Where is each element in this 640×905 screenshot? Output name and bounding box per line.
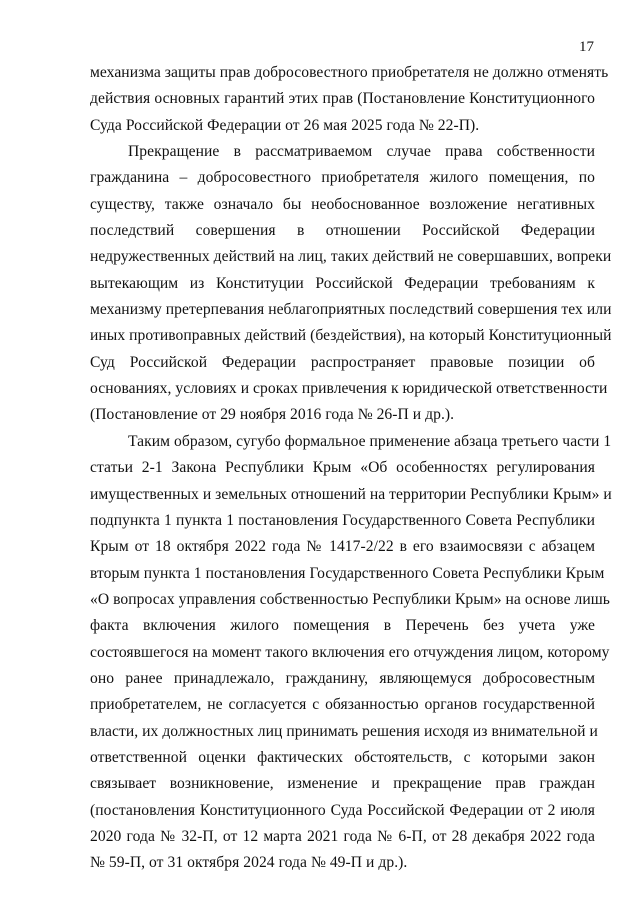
text-line: Таким образом, сугубо формальное применение абзаца третьего части 1 <box>128 432 612 450</box>
text-line: Крым от 18 октября 2022 года № 1417-2/22 в его взаимосвязи с абзацем <box>90 538 595 556</box>
text-line: ответственной оценки фактических обстоятельств, с которыми закон <box>90 748 595 766</box>
text-line: механизму претерпевания неблагоприятных последствий совершения тех или <box>90 301 612 319</box>
paragraph-2 <box>90 139 612 429</box>
text-line: состоявшегося на момент такого включения его отчуждения лицом, которому <box>90 643 610 661</box>
text-line: приобретателем, не согласуется с обязанностью органов государственной <box>90 696 595 714</box>
text-line: действия основных гарантий этих прав (Постановление Конституционного <box>90 90 595 108</box>
text-line: 2020 года № 32-П, от 12 марта 2021 года № 6-П, от 28 декабря 2022 года <box>90 827 595 845</box>
text-line: № 59-П, от 31 октября 2024 года № 49-П и др.). <box>90 854 408 872</box>
text-line: последствий совершения в отношении Российской Федерации <box>90 222 595 240</box>
text-line: механизма защиты прав добросовестного приобретателя не должно отменять <box>90 64 609 81</box>
text-line: факта включения жилого помещения в Перечень без учета уже <box>90 617 595 635</box>
text-line: «О вопросах управления собственностью Республики Крым» на основе лишь <box>90 590 610 608</box>
text-line: (Постановление от 29 ноября 2016 года № 26-П и др.). <box>90 406 455 424</box>
text-line: Суда Российской Федерации от 26 мая 2025 года № 22-П). <box>90 116 480 134</box>
text-line: вторым пункта 1 постановления Государственного Совета Республики Крым <box>90 564 605 582</box>
text-line: (постановления Конституционного Суда Российской Федерации от 2 июля <box>90 801 595 819</box>
text-line: недружественных действий на лиц, таких действий не совершавших, вопреки <box>90 248 612 266</box>
paragraph-1 <box>90 60 609 139</box>
page-number: 17 <box>579 39 594 55</box>
text-line: связывает возникновение, изменение и прекращение прав граждан <box>90 775 595 793</box>
paragraph-3 <box>90 429 612 877</box>
text-line: вытекающим из Конституции Российской Федерации требованиям к <box>90 274 595 292</box>
text-line: статьи 2-1 Закона Республики Крым «Об особенностях регулирования <box>90 459 595 477</box>
text-line: Суд Российской Федерации распространяет правовые позиции об <box>90 353 595 371</box>
text-line: оно ранее принадлежало, гражданину, являющемуся добросовестным <box>90 669 595 687</box>
text-line: подпункта 1 пункта 1 постановления Государственного Совета Республики <box>90 511 595 529</box>
text-line: гражданина – добросовестного приобретателя жилого помещения, по <box>90 169 595 187</box>
text-line: власти, их должностных лиц принимать решения исходя из внимательной и <box>90 722 598 740</box>
document-body <box>90 60 612 877</box>
text-line: основаниях, условиях и сроках привлечения к юридической ответственности <box>90 380 608 398</box>
text-line: существу, также означало бы необоснованное возложение негативных <box>90 195 595 213</box>
text-line: имущественных и земельных отношений на территории Республики Крым» и <box>90 485 612 503</box>
text-line: Прекращение в рассматриваемом случае права собственности <box>128 143 595 161</box>
text-line: иных противоправных действий (бездействия), на который Конституционный <box>90 327 612 345</box>
